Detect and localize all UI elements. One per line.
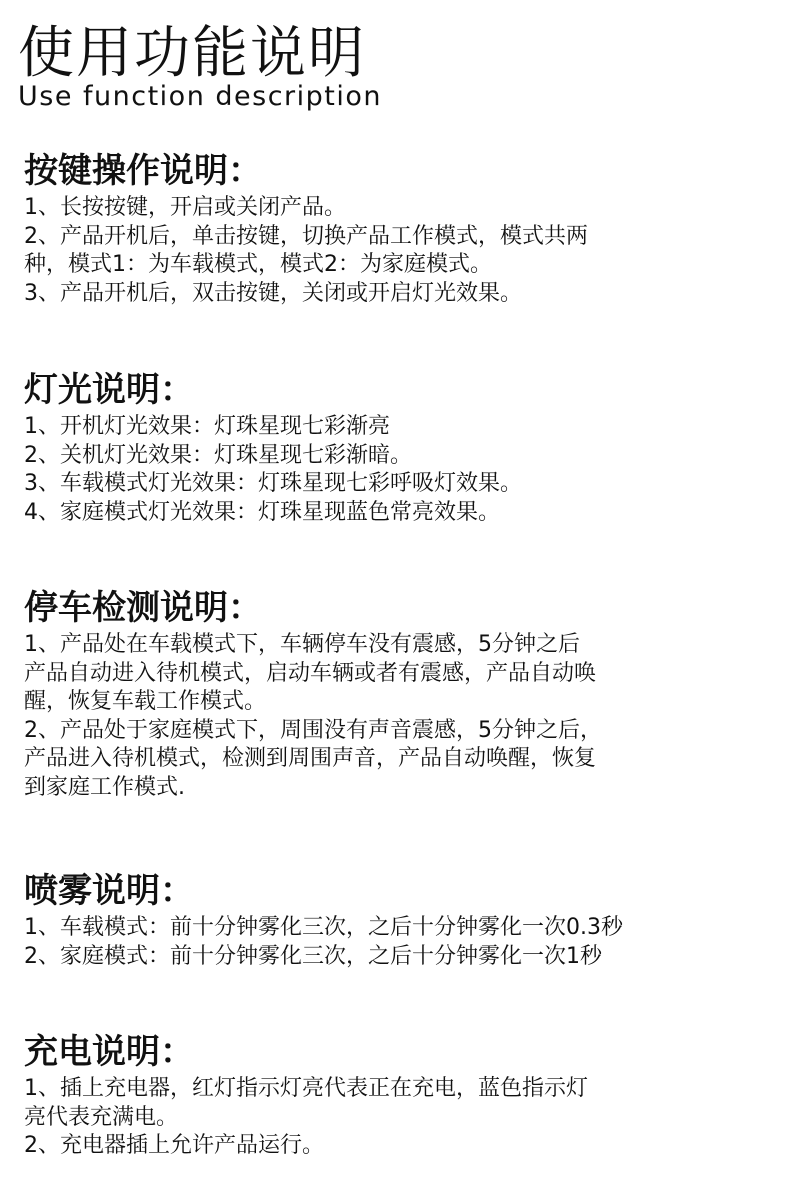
section-charging: [24, 1031, 784, 1161]
text-line: 2、关机灯光效果：灯珠星现七彩渐暗。: [24, 442, 412, 468]
text-line: 3、产品开机后，双击按键，关闭或开启灯光效果。: [24, 280, 522, 306]
text-line: 1、插上充电器，红灯指示灯亮代表正在充电，蓝色指示灯: [24, 1076, 588, 1101]
page-subtitle: Use function description: [18, 81, 383, 112]
text-line: 3、车载模式灯光效果：灯珠星现七彩呼吸灯效果。: [24, 471, 522, 496]
text-line: 到家庭工作模式.: [24, 774, 185, 800]
section-spray: [24, 870, 784, 971]
section-heading: 喷雾说明：: [24, 871, 194, 911]
text-line: 2、产品处于家庭模式下，周围没有声音震感，5分钟之后，: [24, 717, 602, 743]
page-title: 使用功能说明: [18, 21, 366, 86]
text-line: 1、产品处在车载模式下，车辆停车没有震感，5分钟之后: [24, 632, 580, 657]
text-line: 4、家庭模式灯光效果：灯珠星现蓝色常亮效果。: [24, 499, 500, 525]
text-line: 亮代表充满电。: [24, 1104, 179, 1130]
page-header: [18, 22, 382, 112]
text-line: 1、开机灯光效果：灯珠星现七彩渐亮: [24, 414, 390, 439]
text-line: 1、车载模式：前十分钟雾化三次，之后十分钟雾化一次0.3秒: [24, 915, 623, 940]
section-heading: 停车检测说明：: [24, 588, 262, 628]
text-line: 1、长按按键，开启或关闭产品。: [24, 195, 346, 220]
section-heading: 充电说明：: [24, 1032, 194, 1072]
section-button-operation: [24, 150, 784, 308]
text-line: 醒，恢复车载工作模式。: [24, 689, 267, 714]
text-line: 产品进入待机模式，检测到周围声音，产品自动唤醒，恢复: [24, 746, 597, 771]
text-line: 2、充电器插上允许产品运行。: [24, 1133, 324, 1158]
text-line: 2、家庭模式：前十分钟雾化三次，之后十分钟雾化一次1秒: [24, 943, 602, 969]
section-heading: 按键操作说明：: [24, 151, 262, 191]
section-lighting: [24, 369, 784, 527]
text-line: 产品自动进入待机模式，启动车辆或者有震感，产品自动唤: [24, 660, 597, 686]
text-line: 2、产品开机后，单击按键，切换产品工作模式，模式共两: [24, 223, 588, 249]
text-line: 种，模式1：为车载模式，模式2：为家庭模式。: [24, 252, 492, 277]
section-heading: 灯光说明：: [24, 370, 194, 410]
section-parking-detection: [24, 587, 784, 802]
